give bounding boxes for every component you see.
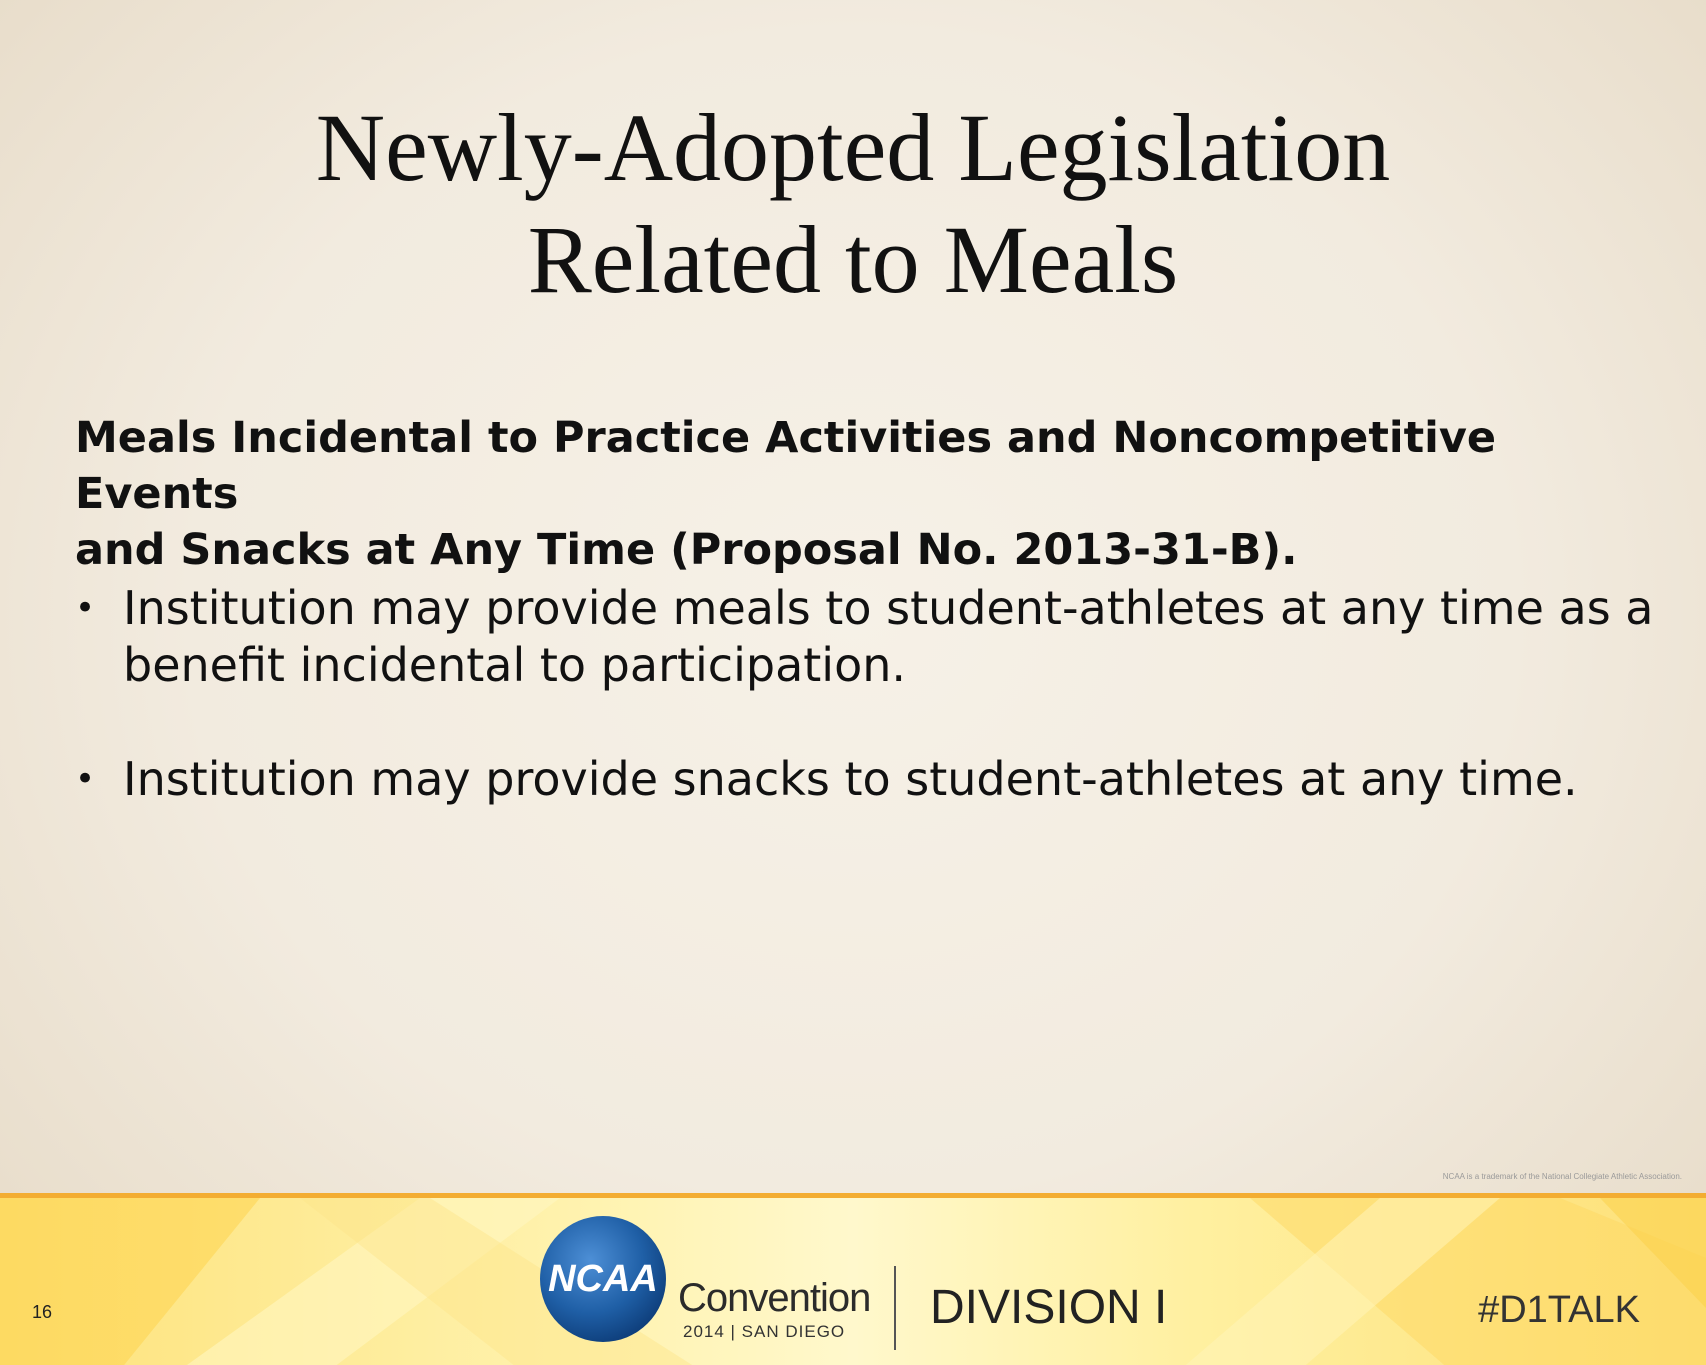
convention-subtitle: 2014 | SAN DIEGO: [683, 1322, 846, 1341]
ncaa-logo-text: NCAA: [548, 1258, 658, 1300]
convention-label: Convention: [678, 1276, 871, 1320]
trademark-notice: NCAA is a trademark of the National Collegiate Athletic Association.: [1442, 1172, 1682, 1181]
bullet-item-snacks: [75, 751, 1655, 808]
bullet-list: [75, 580, 1655, 865]
hashtag-label: #D1TALK: [1478, 1289, 1640, 1331]
bullet-line: benefit incidental to participation.: [123, 638, 906, 692]
bullet-icon: •: [75, 759, 96, 799]
bullet-item-meals: [75, 580, 1655, 694]
proposal-heading-line-2: and Snacks at Any Time (Proposal No. 2013-31-B).: [75, 525, 1298, 575]
bullet-line: Institution may provide snacks to student-athletes at any time.: [123, 752, 1578, 806]
title-line-1: Newly-Adopted Legislation: [315, 94, 1391, 201]
footer-divider: [894, 1266, 896, 1350]
slide-title: [0, 92, 1706, 316]
proposal-heading-line-1: Meals Incidental to Practice Activities and Noncompetitive Events: [75, 413, 1497, 519]
bullet-line: Institution may provide meals to student-athletes at any time as a: [123, 581, 1654, 635]
page-number: 16: [32, 1302, 53, 1322]
proposal-heading: [75, 410, 1635, 578]
bullet-icon: •: [75, 588, 96, 628]
ncaa-logo-icon: [538, 1214, 668, 1344]
division-label: DIVISION I: [930, 1281, 1168, 1334]
title-line-2: Related to Meals: [527, 206, 1179, 313]
